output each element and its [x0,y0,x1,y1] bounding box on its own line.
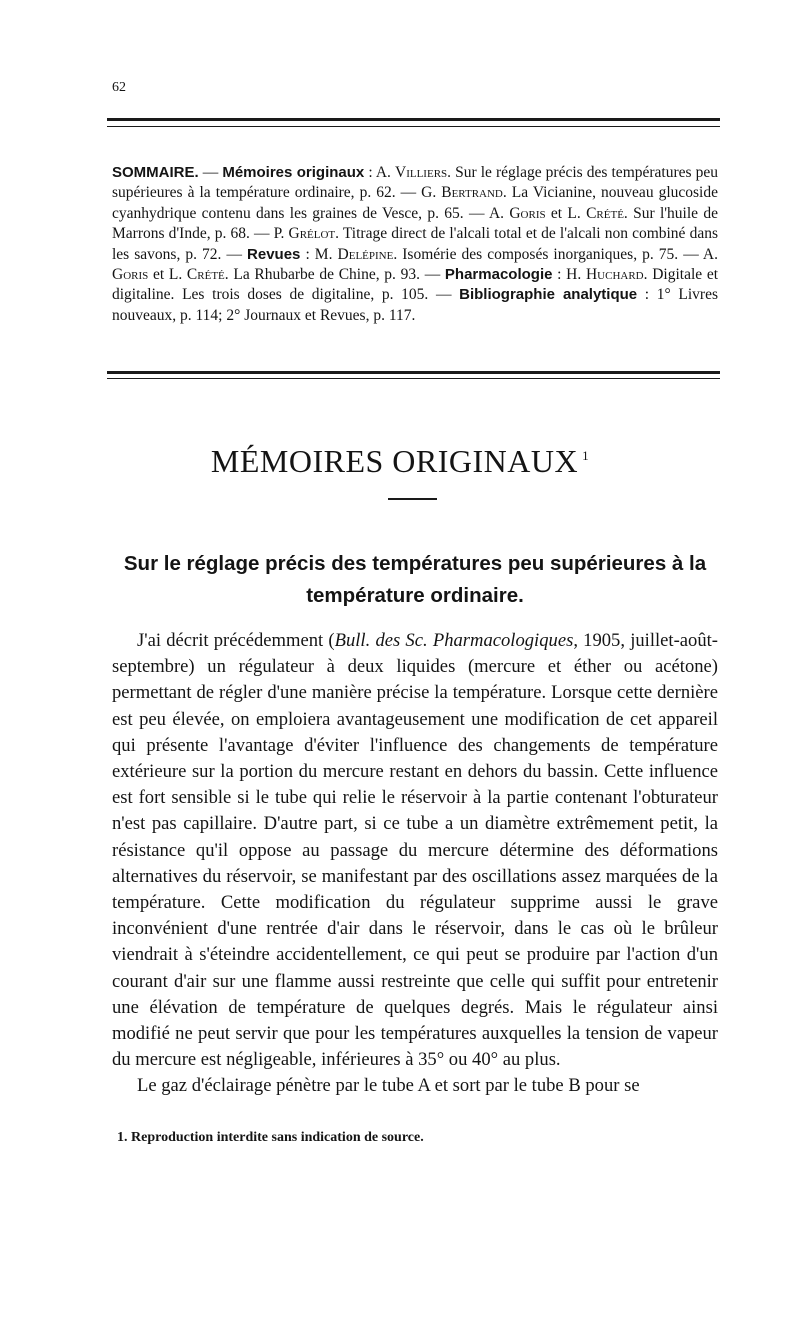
author-huchard: Huchard [585,266,644,284]
author-grelot: Grélot [288,225,336,243]
sommaire-label: SOMMAIRE. [112,164,199,181]
author-goris: Goris [509,204,546,222]
footnote-marker: 1 [582,448,590,464]
paragraph: J'ai décrit précédemment (Bull. des Sc. Pharmacologiques, 1905, juillet-août-septembre) un régulateur à deux liquides (mercure et éther ou acétone) permettant de régler d'une manière précise la température. Lorsque cette dernière est peu élevée, on emploiera avantageusement une modification de cet appareil qui présente l'avantage d'éviter l'influence des changements de température extérieure sur la portion du mercure restant en dehors du bassin. Cette influence est fort sensible si le tube qui relie le réservoir à la partie contenant l'obturateur n'est pas capillaire. D'autre part, si ce tube a un diamètre extrêmement petit, la résistance qu'il oppose au passage du mercure détermine des déformations alternatives du réservoir, se manifestant par des oscillations assez marquées de la température. Cette modification du régulateur supprime aussi le grave inconvénient d'une rentrée d'air dans le réservoir, dans le cas où le brûleur viendrait à s'éteindre accidentellement, ce qui peut se produire par l'action d'un courant d'air sur une flamme aussi restreinte que celle qui suffit pour entretenir une élévation de température de quelques degrés. Mais le régulateur ainsi modifié ne peut servir que pour les températures auxquelles la tension de vapeur du mercure est négligeable, inférieures à 35° ou 40° au plus. [112,630,718,1071]
top-rule-thin [107,126,720,127]
author-villiers: Villiers [395,164,448,181]
main-title: MÉMOIRES ORIGINAUX $^1$ [210,443,590,479]
author-goris: Goris [112,266,149,284]
section-rule-thin [107,378,720,379]
pharmacologie-label: Pharmacologie [444,266,553,284]
memoires-label: Mémoires originaux [222,164,365,181]
page-number: 62 [112,80,126,95]
body-text [112,628,718,1100]
section-rule-thick [107,371,720,374]
revues-label: Revues [247,245,301,263]
top-rule-thick [107,118,720,121]
paragraph: Le gaz d'éclairage pénètre par le tube A et sort par le tube B pour se [137,1075,640,1097]
author-crete: Crété [586,204,624,222]
article-title: Sur le réglage précis des températures peu supérieures à la température ordinaire. [123,552,707,607]
bibliographie-label: Bibliographie analytique [459,286,638,304]
journal-title: Bull. des Sc. Pharmacologiques [334,630,574,651]
footnote: 1. Reproduction interdite sans indication de source. [117,1130,424,1145]
author-delepine: Delépine [337,245,394,263]
sommaire: SOMMAIRE. — Mémoires originaux : A. Villiers. Sur le réglage précis des températures peu supérieures à la température ordinaire, p. 62. — G. Bertrand. La Vicianine, nouveau glucoside cyanhydrique contenu dans les graines de Vesce, p. 65. — A. Goris et L. Crété. Sur l'huile de Marrons d'Inde, p. 68. — P. Grélot. Titrage direct de l'alcali total et de l'alcali non combiné dans les savons, p. 72. — Revues : M. Delépine. Isomérie des composés inorganiques, p. 75. — A. Goris et L. Crété. La Rhubarbe de Chine, p. 93. — Pharmacologie : H. Huchard. Digitale et digitaline. Les trois doses de digitaline, p. 105. — Bibliographie analytique : 1° Livres nouveaux, p. 114; 2° Journaux et Revues, p. 117. [112,164,719,324]
author-crete: Crété [186,266,225,284]
title-rule [388,498,437,500]
author-bertrand: Bertrand [441,184,503,202]
